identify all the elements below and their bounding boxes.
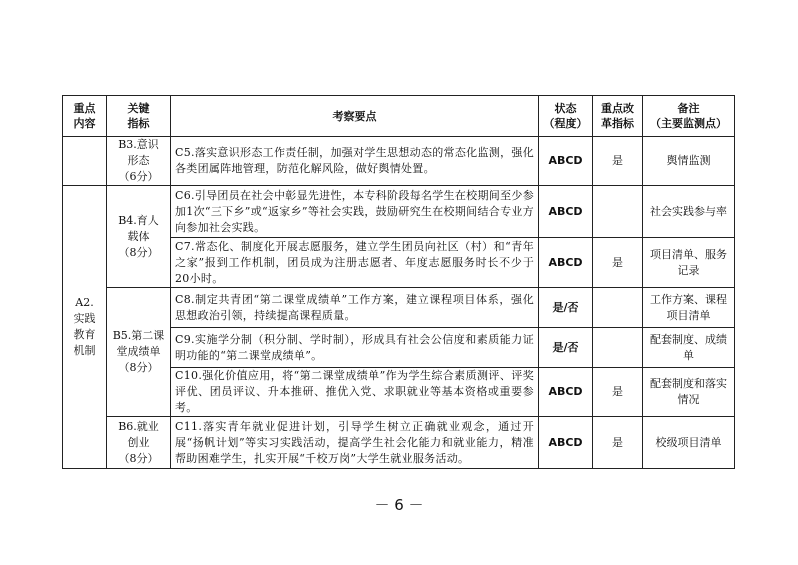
table-row (63, 137, 735, 186)
row-c10-status: ABCD (539, 368, 593, 417)
row-c7-text: C7.常态化、制度化开展志愿服务，建立学生团员向社区（村）和“青年之家”报到工作机制，团员成为注册志愿者、年度志愿服务时长不少于20小时。 (171, 238, 539, 288)
b4-label: B4.育人 载体 （8分） (107, 186, 171, 288)
row-c10-key: 是 (593, 368, 643, 417)
row-c10-text: C10.强化价值应用，将“第二课堂成绩单”作为学生综合素质测评、评奖评优、团员评议、升本推研、推优入党、求职就业等基本资格或重要参考。 (171, 368, 539, 417)
table-header-row (63, 96, 735, 137)
header-key-content: 重点 内容 (63, 96, 107, 137)
row-c9-text: C9.实施学分制（积分制、学时制），形成具有社会公信度和素质能力证明功能的“第二课堂成绩单”。 (171, 328, 539, 368)
row-c11-note: 校级项目清单 (643, 417, 735, 469)
row-c5-note: 舆情监测 (643, 137, 735, 186)
header-key-reform: 重点改 革指标 (593, 96, 643, 137)
row-c5-key: 是 (593, 137, 643, 186)
row-c6-status: ABCD (539, 186, 593, 238)
cell-a1-continued (63, 137, 107, 186)
row-c7-note: 项目清单、服务记录 (643, 238, 735, 288)
evaluation-table (62, 95, 735, 469)
row-c11-key: 是 (593, 417, 643, 469)
b6-label: B6.就业 创业 （8分） (107, 417, 171, 469)
table-row (63, 417, 735, 469)
b5-label: B5.第二课 堂成绩单 （8分） (107, 288, 171, 417)
row-c7-key: 是 (593, 238, 643, 288)
row-c5-text: C5.落实意识形态工作责任制，加强对学生思想动态的常态化监测，强化各类团属阵地管理，防范化解风险，做好舆情处置。 (171, 137, 539, 186)
row-c9-status: 是/否 (539, 328, 593, 368)
row-c8-text: C8.制定共青团“第二课堂成绩单”工作方案，建立课程项目体系，强化思想政治引领，持续提高课程质量。 (171, 288, 539, 328)
header-inspection-points: 考察要点 (171, 96, 539, 137)
header-status: 状态 （程度） (539, 96, 593, 137)
page-number: － 6 － (374, 496, 424, 514)
row-c10-note: 配套制度和落实情况 (643, 368, 735, 417)
header-remarks: 备注 （主要监测点） (643, 96, 735, 137)
row-c5-status: ABCD (539, 137, 593, 186)
row-c8-key (593, 288, 643, 328)
row-c11-text: C11.落实青年就业促进计划，引导学生树立正确就业观念，通过开展“扬帆计划”等实习实践活动，提高学生社会化能力和就业能力，精准帮助困难学生，扎实开展“千校万岗”大学生就业服务活动。 (171, 417, 539, 469)
row-c8-status: 是/否 (539, 288, 593, 328)
row-c6-note: 社会实践参与率 (643, 186, 735, 238)
row-c8-note: 工作方案、课程项目清单 (643, 288, 735, 328)
table-row (63, 186, 735, 238)
a2-label: A2. 实践 教育 机制 (63, 186, 107, 469)
row-c11-status: ABCD (539, 417, 593, 469)
header-key-indicator: 关键 指标 (107, 96, 171, 137)
row-c7-status: ABCD (539, 238, 593, 288)
row-c9-key (593, 328, 643, 368)
row-c6-text: C6.引导团员在社会中彰显先进性，本专科阶段每名学生在校期间至少参加1次“三下乡”或“返家乡”等社会实践，鼓励研究生在校期间结合专业方向参加社会实践。 (171, 186, 539, 238)
b3-label: B3.意识 形态 （6分） (107, 137, 171, 186)
row-c9-note: 配套制度、成绩单 (643, 328, 735, 368)
row-c6-key (593, 186, 643, 238)
table-row (63, 288, 735, 328)
